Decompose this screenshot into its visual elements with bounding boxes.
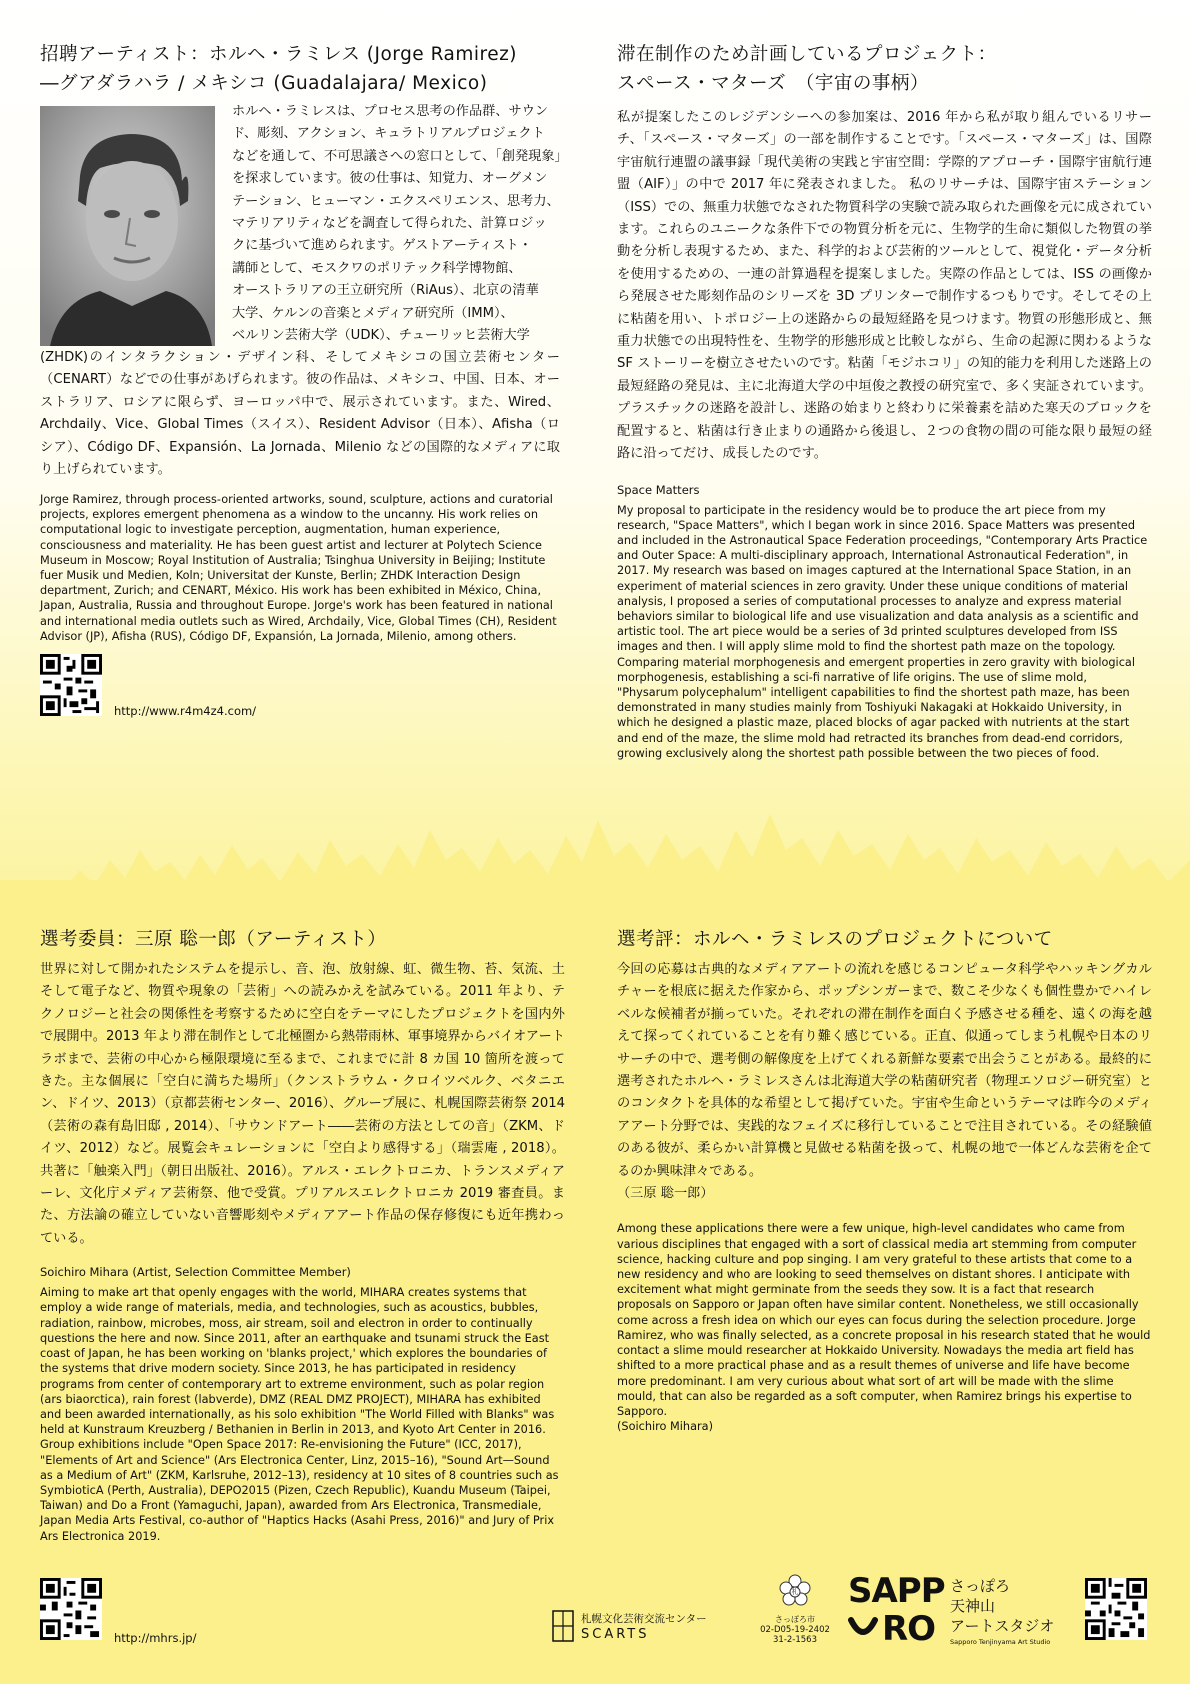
artist-bio-jp-line: オーストラリアの王立研究所（RiAus）、北京の清華 <box>232 283 539 299</box>
committee-section <box>40 925 565 1544</box>
forest-silhouette <box>0 800 1190 940</box>
project-en-title: Space Matters <box>617 482 700 497</box>
artist-portrait-photo <box>40 106 215 346</box>
review-signature-jp: （三原 聡一郎） <box>617 1186 714 1202</box>
committee-en-title: Soichiro Mihara (Artist, Selection Committee Member) <box>40 1265 351 1280</box>
studio-line3: アートスタジオ <box>950 1617 1055 1635</box>
artist-bio-en-wrap <box>40 492 560 644</box>
sapporo-city-logo <box>760 1572 830 1668</box>
scarts-en-name: SCARTS <box>581 1627 650 1642</box>
artist-section <box>40 40 560 98</box>
artist-heading-line2: ―グアダラハラ / メキシコ (Guadalajara/ Mexico) <box>40 73 488 94</box>
sappro-logo-top: SAPP <box>848 1571 945 1611</box>
review-body-en: Among these applications there were a few unique, high-level candidates who came from various disciplines that engaged with a sort of classical media art stemming from computer science, hacking culture and pop singing. I am very grateful to these artists that come to a new residency and who are looking to seed themselves on distant shores. I anticipate with excitement what might germinate from the seeds they sow. It is a fact that research proposals on Sapporo or Japan often have similar content. Nonetheless, we still occasionally come across a fresh idea on which our eyes can focus during the selection procedure. Jorge Ramirez, who was finally selected, as a concrete proposal in his research stated that he would contact a slime mould researcher at Hokkaido University. Nowadays the media art field has shifted to a more practical phase and as a result themes of universe and life have become more predominant. I am very curious about what sort of art will be made with the slime mould, that can also be regarded as a soft computer, when Ramirez brings his expertise to Sapporo. <box>617 1222 1151 1418</box>
review-body-jp: 今回の応募は古典的なメディアアートの流れを感じるコンピュータ科学やハッキングカルチャーを根底に据えた作家から、ポップシンガーまで、数こそ少なくも個性豊かでハイレベルな候補者が揃っていた。それぞれの滞在制作を面白く予感させる種を、遠くの海を越えて探ってくれていることを有り難く感じている。正直、似通ってしまう札幌や日本のリサーチの中で、選考側の解像度を上げてくれる新鮮な要素で出会うことがある。最終的に選考されたホルヘ・ラミレスさんは北海道大学の粘菌研究者（物理エソロジー研究室）とのコンタクトを具体的な希望として掲げていた。宇宙や生命というテーマは昨今のメディアアート分野では、実践的なフェイズに移行していることで注目されている。その経験値のある彼が、柔らかい計算機と見做せる粘菌を扱って、札幌の地で一体どんな芸術を企てるのか興味津々である。 <box>617 962 1152 1179</box>
artist-bio-jp-wrap <box>232 101 568 347</box>
artist-heading-line1: 招聘アーティスト：ホルヘ・ラミレス (Jorge Ramirez) <box>40 44 518 65</box>
sappro-logo-bottom: RO <box>882 1609 936 1649</box>
committee-qr-code[interactable] <box>40 1578 102 1640</box>
sapporo-city-emblem-icon <box>775 1572 815 1612</box>
sappro-smile-icon <box>848 1614 878 1644</box>
artist-bio-jp-line: 大学、ケルンの音楽とメディア研究所（IMM）、 <box>232 305 514 321</box>
artist-bio-jp-line: ド、彫刻、アクション、キュラトリアルプロジェクト <box>232 126 545 142</box>
studio-line1: さっぽろ <box>950 1577 1011 1595</box>
scarts-logo <box>552 1610 707 1644</box>
artist-bio-jp-rest-wrap <box>40 347 560 481</box>
project-section <box>617 40 1152 761</box>
artist-bio-jp-line: ベルリン芸術大学（UDK）、チューリッヒ芸術大学 <box>232 328 530 344</box>
artist-bio-jp-line: を探求しています。彼の仕事は、知覚力、オーグメン <box>232 171 548 187</box>
scarts-mark <box>552 1610 574 1642</box>
artist-website-link[interactable]: http://www.r4m4z4.com/ <box>114 704 257 718</box>
committee-body-en: Aiming to make art that openly engages with the world, MIHARA creates systems that employ a wide range of materials, media, and technologies, such as acoustics, bubbles, radiation, rainbow, microbes, moss, air stream, soil and electron in order to continually questions the here and now. Since 2011, after an earthquake and tsunami struck the East coast of Japan, he has been working on 'blanks project,' which explores the boundaries of the systems that drive modern society. Since 2013, he has participated in residency programs from center of contemporary art to extreme environment, such as polar region (ars biaorctica), rain forest (labverde), DMZ (REAL DMZ PROJECT), MIHARA has exhibited and been awarded internationally, as his solo exhibition "The World Filled with Blanks" was held at Kunstraum Kreuzberg / Bethanien in Berlin in 2013, and Kyoto Art Center in 2016. Group exhibitions include "Open Space 2017: Re-envisioning the Future" (ICC, 2017), "Elements of Art and Science" (Ars Electronica Center, Linz, 2015–16), "Sound Art—Sound as a Medium of Art" (ZKM, Karlsruhe, 2012–13), residency at 10 sites of 8 countries such as SymbioticA (Perth, Australia), DEPO2015 (Pizen, Czech Republic), Kuandu Museum (Taipei, Taiwan) and Do a Front (Yamaguchi, Japan), awarded from Ars Electronica, Transmediale, Japan Media Arts Festival, co-author of "Haptics Hacks (Asahi Press, 2016)" and Jury of Prix Ars Electronica 2019. <box>40 1286 559 1543</box>
committee-heading: 選考委員：三原 聡一郎（アーティスト） <box>40 929 387 950</box>
svg-text:札: 札 <box>791 1588 799 1596</box>
review-section <box>617 925 1152 1434</box>
city-code-1: 02-D05-19-2402 <box>760 1625 830 1635</box>
scarts-jp-name: 札幌文化芸術交流センター <box>581 1613 707 1625</box>
project-body-jp: 私が提案したこのレジデンシーへの参加案は、2016 年から私が取り組んでいるリサーチ、「スペース・マターズ」の一部を制作することです。「スペース・マターズ」は、国際宇宙航行連盟の議事録「現代美術の実践と宇宙空間：学際的アプローチ・国際宇宙航行連盟（AIF）」の中で 2017 年に発表されました。 私のリサーチは、国際宇宙ステーション（ISS）での、無重力状態でなされた物質科学の実験で読み取られた画像を元に成されています。これらのユニークな条件下での物質分析を元に、生物学的生命に類似した物質の挙動を分析し表現するため、また、科学的および芸術的ツールとして、視覚化・データ分析を使用するための、一連の計算過程を提案しました。実際の作品としては、ISS の画像から発展させた彫刻作品のシリーズを 3D プリンターで制作するつもりです。そしてその上に粘菌を用い、トポロジー上の迷路からの最短経路を見つけます。物質の形態形成と、無重力状態での出現特性を、生物学的形態形成と比較しながら、生命の起源に関わるような SF ストーリーを樹立させたいのです。粘菌「モジホコリ」の知的能力を利用した迷路上の最短経路の発見は、主に北海道大学の中垣俊之教授の研究室で、多く実証されています。プラスチックの迷路を設計し、迷路の始まりと終わりに栄養素を詰めた寒天のブロックを配置すると、粘菌は行き止まりの通路から後退し、２つの食物の間の可能な限り最短の経路に沿ってだけ、成長したのです。 <box>617 110 1152 462</box>
project-heading-line2: スペース・マターズ （宇宙の事柄） <box>617 73 929 94</box>
artist-bio-jp-line: クに基づいて進められます。ゲストアーティスト・ <box>232 238 532 254</box>
artist-bio-jp-line: マテリアリティなどを調査して得られた、計算ロジッ <box>232 216 547 232</box>
sappro-logo <box>848 1571 948 1664</box>
city-name: さっぽろ市 <box>775 1615 815 1624</box>
committee-body-jp: 世界に対して開かれたシステムを提示し、音、泡、放射線、虹、微生物、苔、気流、土そして電子など、物質や現象の「芸術」への読みかえを試みている。2011 年より、テクノロジーと社会の関係性を考察するために空白をテーマにしたプロジェクトを国内外で展開中。2013 年より滞在制作として北極圏から熱帯雨林、軍事境界からバイオアートラボまで、芸術の中心から極限環境に至るまで、これまでに計 8 カ国 10 箇所を渡ってきた。主な個展に「空白に満ちた場所」（クンストラウム・クロイツベルク、ベタニエン、ドイツ、2013）（京都芸術センター、2016）、グループ展に、札幌国際芸術祭 2014（芸術の森有島旧邸 , 2014）、「サウンドアート――芸術の方法としての音」（ZKM、ドイツ、2012）など。展覧会キュレーションに「空白より感得する」（瑞雲庵 , 2018）。共著に「触楽入門」（朝日出版社、2016）。アルス・エレクトロニカ、トランスメディアーレ、文化庁メディア芸術祭、他で受賞。プリアルスエレクトロニカ 2019 審査員。また、方法論の確立していない音響彫刻やメディアアート作品の保存修復にも近年携わっている。 <box>40 962 565 1246</box>
artist-bio-jp-line: 講師として、モスクワのポリテック科学博物館、 <box>232 260 522 276</box>
studio-en: Sapporo Tenjinyama Art Studio <box>950 1638 1051 1646</box>
review-heading: 選考評：ホルヘ・ラミレスのプロジェクトについて <box>617 929 1053 950</box>
studio-line2: 天神山 <box>950 1597 996 1615</box>
city-code-2: 31-2-1563 <box>773 1635 817 1645</box>
artist-bio-en: Jorge Ramirez, through process-oriented artworks, sound, sculpture, actions and curatorial projects, explores emergent phenomena as a window to the uncanny. His work relies on computational logic to investigate perception, augmentation, human experience, consciousness and materiality. He has been guest artist and lecturer at Polytech Science Museum in Moscow; Royal Institution of Australia; Tsinghua University in Beijing; Institute fuer Musik und Medien, Koln; Universitat der Kunste, Berlin; ZHDK Interaction Design department, Zurich; and CENART, México. His work has been exhibited in México, China, Japan, Australia, Russia and throughout Europe. Jorge's work has been featured in national and international media outlets such as Wired, Archdaily, Vice, Global Times (CH), Resident Advisor (JP), Afisha (RUS), Código DF, Expansión, La Jornada, Milenio, among others. <box>40 493 557 643</box>
artist-bio-jp-line: ホルヘ・ラミレスは、プロセス思考の作品群、サウン <box>232 104 549 119</box>
studio-qr-code[interactable] <box>1085 1578 1147 1640</box>
artist-bio-jp-line: などを通して、不可思議さへの窓口として、「創発現象」 <box>232 148 568 164</box>
project-body-en: My proposal to participate in the residency would be to produce the art piece from my research, "Space Matters", which I began work in since 2016. Space Matters was presented and included in the Astronautical Space Federation proceedings, "Contemporary Arts Practice and Outer Space: A multi-disciplinary approach, International Astronautical Federation", in 2017. My research was based on images captured at the International Space Station, in an experiment of material sciences in zero gravity. Under these unique conditions of material analysis, I proposed a series of computational processes to analyze and express material behaviors similar to biological life and use visualization and data analysis as a scientific and artistic tool. The art piece would be a series of 3d printed sculptures developed from ISS images and then. I will apply slime mold to find the shortest path maze on the topology. Comparing material morphogenesis and emergent properties in zero gravity with biological morphogenesis, establishing a sci-fi narrative of life origins. The use of slime mold, "Physarum polycephalum" intelligent capabilities to find the shortest path maze, has been demonstrated in many studies mainly from Toshiyuki Nakagaki at Hokkaido University, in which he designed a plastic maze, placed blocks of agar packed with nutrients at the start and end of the maze, the slime mold had retracted its branches from dead-end corridors, growing exclusively along the shortest path possible between the two pieces of food. <box>617 503 1148 760</box>
artist-bio-jp-line: テーション、ヒューマン・エクスペリエンス、思考力、 <box>232 193 560 209</box>
committee-website-link[interactable]: http://mhrs.jp/ <box>114 1631 197 1645</box>
review-signature-en: (Soichiro Mihara) <box>617 1420 713 1434</box>
artist-qr-code[interactable] <box>40 654 102 716</box>
project-heading-line1: 滞在制作のため計画しているプロジェクト： <box>617 44 997 65</box>
studio-name-block <box>950 1576 1070 1646</box>
artist-bio-jp-rest: (ZHDK)のインタラクション・デザイン科、そしてメキシコの国立芸術センター（CENART）などでの仕事があげられます。彼の作品は、メキシコ、中国、日本、オーストラリア、ロシアに限らず、ヨーロッパ中で、展示されています。また、Wired、Archdaily、Vice、Global Times（スイス）、Resident Advisor（日本）、Afisha（ロシア）、Código DF、Expansión、La Jornada、Milenio などの国際的なメディアに取り上げられています。 <box>40 350 560 478</box>
